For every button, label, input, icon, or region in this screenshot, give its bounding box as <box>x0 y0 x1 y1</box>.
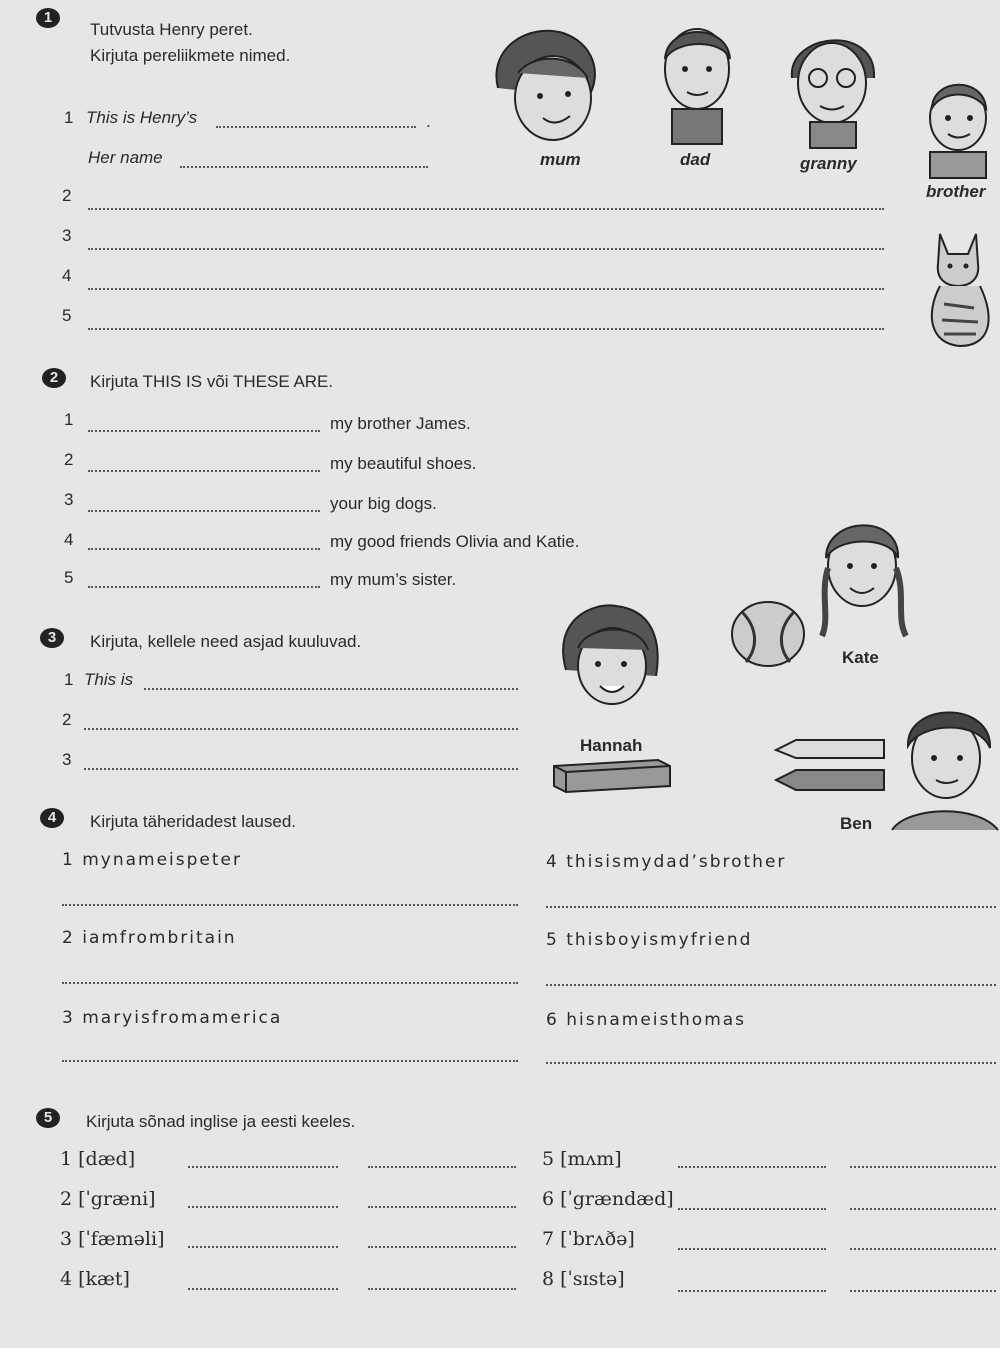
mum-label: mum <box>540 150 581 169</box>
ex2-item-3-number: 3 <box>64 490 74 509</box>
ex2-item-5-text: my mum’s sister. <box>330 570 457 589</box>
exercise-4-badge: 4 <box>40 808 64 828</box>
kate-illustration-icon <box>810 508 914 644</box>
dad-label: dad <box>680 150 711 169</box>
mum-illustration-icon <box>478 18 608 148</box>
ex1-line1-text: This is Henry’s <box>86 108 198 127</box>
ex4-answer-line-3[interactable] <box>62 1060 518 1062</box>
exercise-5-title: Kirjuta sõnad inglise ja eesti keeles. <box>86 1112 356 1131</box>
ex3-line1-number: 1 <box>64 670 74 689</box>
ex5-word-2: 2 [ˈgræni] <box>60 1188 156 1210</box>
ex2-answer-line-5[interactable] <box>88 586 320 588</box>
ex2-item-4-text: my good friends Olivia and Katie. <box>330 532 580 551</box>
ex1-her-name-label: Her name <box>88 148 163 167</box>
ex4-item-6: 6 hisnameisthomas <box>546 1010 747 1030</box>
ex5-estonian-line-6[interactable] <box>850 1208 996 1210</box>
ex2-answer-line-2[interactable] <box>88 470 320 472</box>
ex4-item-4: 4 thisismydad’sbrother <box>546 852 787 872</box>
ex1-answer-line-1[interactable] <box>216 126 416 128</box>
hannah-illustration-icon <box>552 600 672 724</box>
ex5-english-line-2[interactable] <box>188 1206 338 1208</box>
ball-icon <box>728 598 808 670</box>
ex5-estonian-line-4[interactable] <box>368 1288 516 1290</box>
exercise-3-title: Kirjuta, kellele need asjad kuuluvad. <box>90 632 362 651</box>
exercise-1-title: Tutvusta Henry peret. <box>90 20 253 39</box>
ex1-answer-line-5[interactable] <box>88 328 884 330</box>
ex5-word-4: 4 [kæt] <box>60 1268 130 1290</box>
exercise-2-title: Kirjuta THIS IS või THESE ARE. <box>90 372 334 391</box>
ex2-item-4-number: 4 <box>64 530 74 549</box>
ex5-word-3: 3 [ˈfæməli] <box>60 1228 165 1250</box>
dad-illustration-icon <box>652 14 742 146</box>
ex2-item-2-number: 2 <box>64 450 74 469</box>
ex1-row-2-number: 2 <box>62 186 72 205</box>
ex5-word-5: 5 [mʌm] <box>542 1148 622 1170</box>
ex1-line1-number: 1 <box>64 108 74 127</box>
ex2-item-1-number: 1 <box>64 410 74 429</box>
ex5-word-7: 7 [ˈbrʌðə] <box>542 1228 635 1250</box>
ex3-row-3-number: 3 <box>62 750 72 769</box>
granny-illustration-icon <box>782 18 882 150</box>
ex4-item-5: 5 thisboyismyfriend <box>546 930 753 950</box>
ex2-item-1-text: my brother James. <box>330 414 471 433</box>
exercise-1-subtitle: Kirjuta pereliikmete nimed. <box>90 46 291 65</box>
exercise-1-badge: 1 <box>36 8 60 28</box>
ex4-answer-line-4[interactable] <box>546 906 996 908</box>
ex1-answer-line-3[interactable] <box>88 248 884 250</box>
ex2-item-3-text: your big dogs. <box>330 494 437 513</box>
ex5-english-line-5[interactable] <box>678 1166 826 1168</box>
ex3-answer-line-3[interactable] <box>84 768 518 770</box>
ex3-answer-line-1[interactable] <box>144 688 518 690</box>
ex5-english-line-8[interactable] <box>678 1290 826 1292</box>
exercise-3-badge: 3 <box>40 628 64 648</box>
ex4-answer-line-1[interactable] <box>62 904 518 906</box>
ex3-answer-line-2[interactable] <box>84 728 518 730</box>
ex4-answer-line-2[interactable] <box>62 982 518 984</box>
ex5-estonian-line-5[interactable] <box>850 1166 996 1168</box>
ex2-item-2-text: my beautiful shoes. <box>330 454 477 473</box>
pencils-icon <box>772 736 888 796</box>
ex1-answer-line-4[interactable] <box>88 288 884 290</box>
ex1-her-name-line[interactable] <box>180 166 428 168</box>
ex5-english-line-6[interactable] <box>678 1208 826 1210</box>
ex5-estonian-line-2[interactable] <box>368 1206 516 1208</box>
ex5-word-1: 1 [dæd] <box>60 1148 136 1170</box>
ex1-row-4-number: 4 <box>62 266 72 285</box>
ex2-answer-line-3[interactable] <box>88 510 320 512</box>
ex4-item-3: 3 maryisfromamerica <box>62 1008 283 1028</box>
ex5-estonian-line-8[interactable] <box>850 1290 996 1292</box>
ex5-estonian-line-1[interactable] <box>368 1166 516 1168</box>
ex1-line1-period: . <box>426 112 431 131</box>
ex5-english-line-1[interactable] <box>188 1166 338 1168</box>
ex5-estonian-line-3[interactable] <box>368 1246 516 1248</box>
brother-label: brother <box>926 182 986 201</box>
ex1-row-3-number: 3 <box>62 226 72 245</box>
ex5-word-6: 6 [ˈgrændæd] <box>542 1188 674 1210</box>
ex4-item-1: 1 mynameispeter <box>62 850 242 870</box>
ex3-line1-text: This is <box>84 670 134 689</box>
ex1-answer-line-2[interactable] <box>88 208 884 210</box>
ben-label: Ben <box>840 814 873 833</box>
ex2-answer-line-4[interactable] <box>88 548 320 550</box>
kate-label: Kate <box>842 648 879 667</box>
hannah-label: Hannah <box>580 736 643 755</box>
ex5-english-line-3[interactable] <box>188 1246 338 1248</box>
ex1-row-5-number: 5 <box>62 306 72 325</box>
ex3-row-2-number: 2 <box>62 710 72 729</box>
ex5-english-line-4[interactable] <box>188 1288 338 1290</box>
exercise-5-badge: 5 <box>36 1108 60 1128</box>
ex5-word-8: 8 [ˈsɪstə] <box>542 1268 625 1290</box>
book-icon <box>548 756 674 796</box>
ex4-answer-line-6[interactable] <box>546 1062 996 1064</box>
ben-illustration-icon <box>888 696 1000 832</box>
ex5-english-line-7[interactable] <box>678 1248 826 1250</box>
cat-illustration-icon <box>920 224 998 356</box>
granny-label: granny <box>800 154 857 173</box>
exercise-2-badge: 2 <box>42 368 66 388</box>
ex2-answer-line-1[interactable] <box>88 430 320 432</box>
exercise-4-title: Kirjuta täheridadest laused. <box>90 812 297 831</box>
ex4-answer-line-5[interactable] <box>546 984 996 986</box>
ex5-estonian-line-7[interactable] <box>850 1248 996 1250</box>
ex2-item-5-number: 5 <box>64 568 74 587</box>
ex4-item-2: 2 iamfrombritain <box>62 928 237 948</box>
brother-illustration-icon <box>918 68 998 180</box>
